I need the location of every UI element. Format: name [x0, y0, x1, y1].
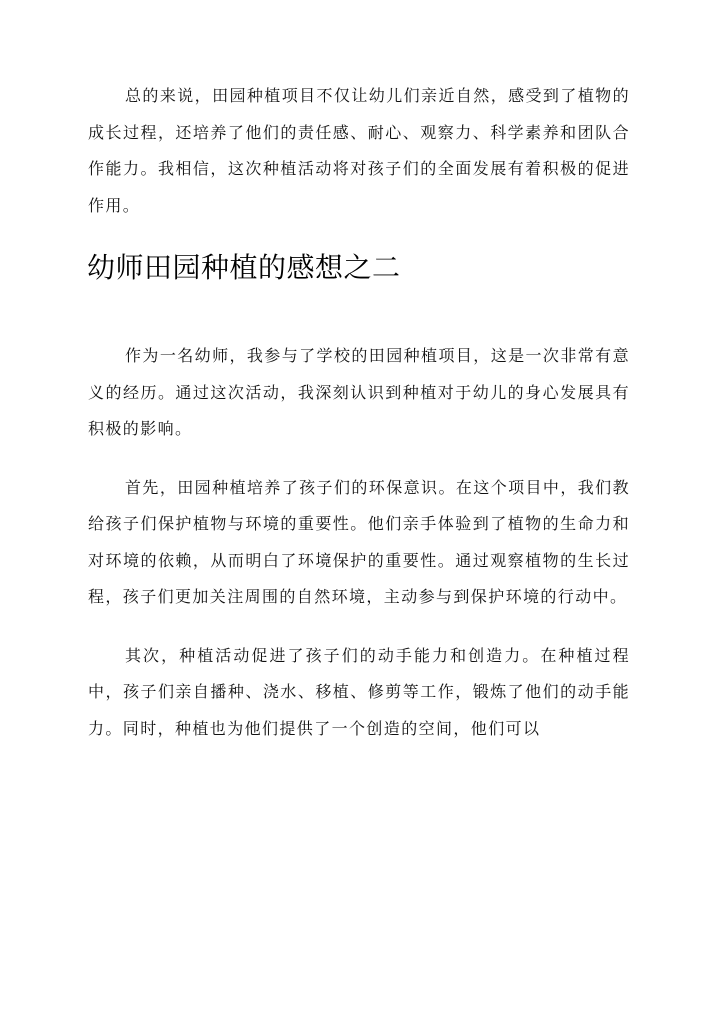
paragraph-intro: 作为一名幼师，我参与了学校的田园种植项目，这是一次非常有意义的经历。通过这次活动，我深刻认识到种植对于幼儿的身心发展具有积极的影响。 — [88, 346, 630, 438]
paragraph-first-point: 首先，田园种植培养了孩子们的环保意识。在这个项目中，我们教给孩子们保护植物与环境的重要性。他们亲手体验到了植物的生命力和对环境的依赖，从而明白了环境保护的重要性。通过观察植物的生长过程，孩子们更加关注周围的自然环境，主动参与到保护环境的行动中。 — [88, 477, 630, 606]
paragraph-second-point: 其次，种植活动促进了孩子们的动手能力和创造力。在种植过程中，孩子们亲自播种、浇水、移植、修剪等工作，锻炼了他们的动手能力。同时，种植也为他们提供了一个创造的空间，他们可以 — [88, 645, 630, 738]
section-heading: 幼师田园种植的感想之二 — [87, 251, 401, 284]
paragraph-summary: 总的来说，田园种植项目不仅让幼儿们亲近自然，感受到了植物的成长过程，还培养了他们的责任感、耐心、观察力、科学素养和团队合作能力。我相信，这次种植活动将对孩子们的全面发展有着积极的促进作用。 — [88, 86, 630, 215]
document-page — [88, 78, 630, 747]
